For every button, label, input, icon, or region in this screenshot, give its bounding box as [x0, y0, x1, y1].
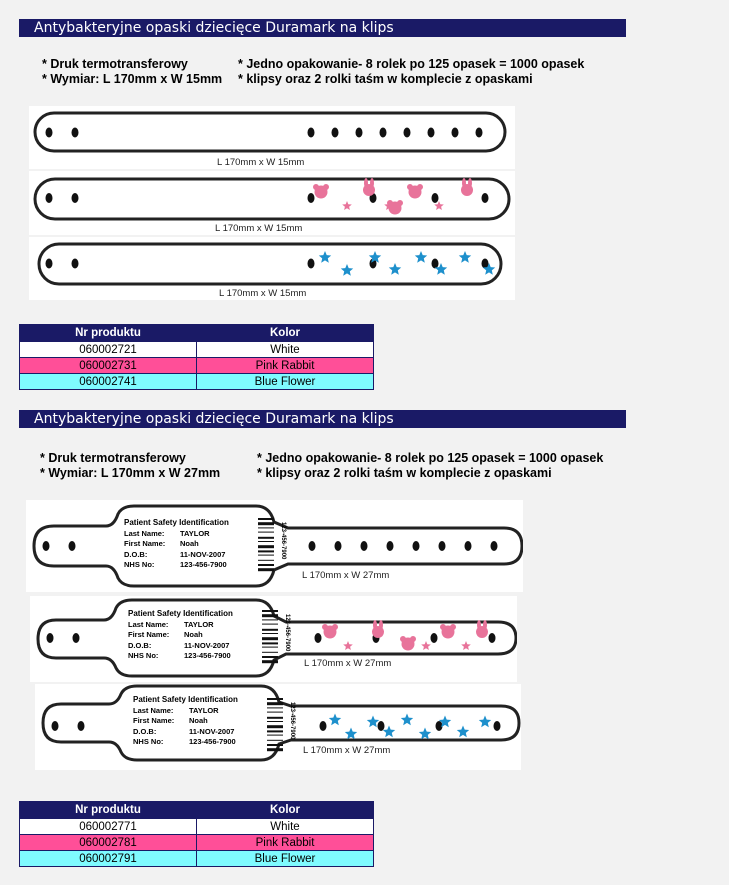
barcode-bar	[267, 748, 283, 751]
punch-hole	[431, 633, 438, 643]
barcode-bar	[258, 522, 274, 525]
col-color: Kolor	[197, 325, 374, 342]
punch-hole	[380, 128, 387, 138]
section2-spec-right	[257, 451, 603, 481]
label-value: Noah	[189, 716, 208, 725]
punch-hole	[491, 541, 498, 551]
wristband-image	[30, 596, 517, 682]
product-code: 060002731	[20, 358, 197, 374]
label-title: Patient Safety Identification	[124, 518, 229, 527]
spec-size: * Wymiar: L 170mm x W 27mm	[40, 466, 221, 480]
punch-hole	[439, 541, 446, 551]
label-value: TAYLOR	[180, 528, 210, 538]
barcode-bar	[258, 541, 274, 542]
label-key: D.O.B:	[128, 640, 152, 650]
label-key: Last Name:	[128, 619, 169, 629]
barcode-bar	[262, 629, 278, 631]
barcode-bar	[258, 518, 274, 520]
label-value: Noah	[184, 630, 203, 639]
punch-hole	[404, 128, 411, 138]
barcode-bar	[267, 725, 283, 728]
col-product: Nr produktu	[20, 802, 197, 819]
barcode-bar	[267, 744, 283, 746]
punch-hole	[432, 259, 439, 269]
dimension-label: L 170mm x W 15mm	[215, 223, 303, 234]
barcode-bar	[258, 568, 274, 571]
spec-package: * Jedno opakowanie- 8 rolek po 125 opasek = 1000 opasek	[257, 451, 604, 465]
punch-hole	[378, 721, 385, 731]
label-key: First Name:	[128, 630, 170, 639]
section1-spec-left	[42, 57, 222, 87]
product-color: Pink Rabbit	[197, 835, 374, 851]
punch-hole	[436, 721, 443, 731]
barcode-bar	[267, 721, 283, 722]
spec-size: * Wymiar: L 170mm x W 15mm	[42, 72, 223, 86]
punch-hole	[489, 633, 496, 643]
punch-hole	[309, 541, 316, 551]
punch-hole	[335, 541, 342, 551]
punch-hole	[72, 259, 79, 269]
label-value: 11-NOV-2007	[189, 726, 235, 736]
punch-hole	[428, 128, 435, 138]
barcode-bar	[262, 614, 278, 617]
product-color: White	[197, 342, 374, 358]
product-code: 060002741	[20, 374, 197, 390]
label-key: D.O.B:	[133, 726, 157, 736]
barcode-bar	[267, 740, 283, 741]
dimension-label: L 170mm x W 27mm	[303, 745, 391, 756]
band-wide-blue	[35, 684, 521, 770]
product-color: White	[197, 819, 374, 835]
dimension-label: L 170mm x W 27mm	[302, 570, 390, 581]
wristband-image	[26, 500, 523, 592]
punch-hole	[308, 193, 315, 203]
label-key: First Name:	[133, 716, 175, 725]
punch-hole	[47, 633, 54, 643]
section2-spec-left	[40, 451, 220, 481]
barcode-bar	[267, 717, 283, 719]
barcode-bar	[267, 702, 283, 705]
label-key: First Name:	[124, 539, 166, 548]
band-narrow-white	[29, 106, 515, 169]
label-value: 123-456-7900	[189, 737, 236, 746]
label-value: 11-NOV-2007	[184, 640, 230, 650]
label-value: TAYLOR	[184, 619, 214, 629]
barcode-bar	[262, 633, 278, 634]
product-color: Blue Flower	[197, 374, 374, 390]
punch-hole	[78, 721, 85, 731]
barcode-bar	[262, 610, 278, 612]
label-value: Noah	[180, 539, 199, 548]
punch-hole	[69, 541, 76, 551]
table-row	[20, 851, 374, 867]
punch-hole	[452, 128, 459, 138]
punch-hole	[432, 193, 439, 203]
punch-hole	[356, 128, 363, 138]
patient-label	[133, 695, 238, 748]
barcode-bar	[258, 560, 274, 561]
barcode-bar	[267, 735, 283, 736]
punch-hole	[332, 128, 339, 138]
product-color: Blue Flower	[197, 851, 374, 867]
band-wide-white	[26, 500, 523, 592]
section1-spec-right	[238, 57, 584, 87]
barcode-bar	[267, 707, 283, 708]
barcode-bar	[262, 642, 278, 644]
label-value: 123-456-7900	[180, 560, 227, 569]
label-key: NHS No:	[133, 737, 164, 746]
label-value: TAYLOR	[189, 705, 219, 715]
col-color: Kolor	[197, 802, 374, 819]
punch-hole	[52, 721, 59, 731]
band-wide-pink	[30, 596, 517, 682]
product-code: 060002791	[20, 851, 197, 867]
band-narrow-pink	[29, 171, 515, 235]
barcode-number: 123-456-7900	[284, 614, 290, 652]
band-narrow-blue	[29, 237, 515, 300]
dimension-label: L 170mm x W 27mm	[304, 658, 392, 669]
spec-clips: * klipsy oraz 2 rolki taśm w komplecie z opaskami	[238, 72, 533, 86]
punch-hole	[46, 259, 53, 269]
table-row	[20, 358, 374, 374]
barcode-bar	[262, 652, 278, 653]
barcode-bar	[258, 537, 274, 539]
product-code: 060002721	[20, 342, 197, 358]
barcode-bar	[267, 698, 283, 700]
barcode-bar	[262, 660, 278, 663]
label-title: Patient Safety Identification	[128, 609, 233, 618]
patient-label	[128, 609, 233, 662]
barcode-bar	[262, 619, 278, 620]
punch-hole	[308, 259, 315, 269]
barcode-bar	[258, 550, 274, 552]
punch-hole	[320, 721, 327, 731]
product-code: 060002781	[20, 835, 197, 851]
wristband-image	[35, 684, 521, 770]
spec-print: * Druk termotransferowy	[42, 57, 188, 71]
section2-header: Antybakteryjne opaski dziecięce Duramark na klips	[19, 410, 626, 428]
barcode-bar	[258, 527, 274, 528]
barcode-number: 123-456-7900	[280, 522, 286, 560]
punch-hole	[72, 128, 79, 138]
section1-product-table	[19, 324, 374, 390]
patient-label	[124, 518, 229, 571]
product-color: Pink Rabbit	[197, 358, 374, 374]
spec-print: * Druk termotransferowy	[40, 451, 186, 465]
punch-hole	[308, 128, 315, 138]
punch-hole	[465, 541, 472, 551]
dimension-label: L 170mm x W 15mm	[219, 288, 307, 299]
punch-hole	[46, 193, 53, 203]
table-row	[20, 819, 374, 835]
spec-clips: * klipsy oraz 2 rolki taśm w komplecie z opaskami	[257, 466, 552, 480]
label-title: Patient Safety Identification	[133, 695, 238, 704]
barcode-bar	[262, 637, 278, 640]
punch-hole	[73, 633, 80, 643]
table-row	[20, 835, 374, 851]
punch-hole	[361, 541, 368, 551]
label-key: NHS No:	[128, 651, 159, 660]
label-key: Last Name:	[133, 705, 174, 715]
spec-package: * Jedno opakowanie- 8 rolek po 125 opasek = 1000 opasek	[238, 57, 585, 71]
section2-product-table	[19, 801, 374, 867]
dimension-label: L 170mm x W 15mm	[217, 157, 305, 168]
barcode-bar	[267, 730, 283, 732]
barcode-bar	[262, 656, 278, 658]
label-key: Last Name:	[124, 528, 165, 538]
punch-hole	[482, 193, 489, 203]
barcode-number: 123-456-7900	[289, 702, 295, 740]
table-row	[20, 342, 374, 358]
col-product: Nr produktu	[20, 325, 197, 342]
label-value: 123-456-7900	[184, 651, 231, 660]
punch-hole	[72, 193, 79, 203]
barcode-bar	[258, 564, 274, 566]
product-code: 060002771	[20, 819, 197, 835]
punch-hole	[494, 721, 501, 731]
punch-hole	[476, 128, 483, 138]
barcode-bar	[258, 555, 274, 556]
punch-hole	[46, 128, 53, 138]
punch-hole	[315, 633, 322, 643]
section1-header: Antybakteryjne opaski dziecięce Duramark na klips	[19, 19, 626, 37]
barcode-bar	[262, 624, 278, 625]
barcode-bar	[267, 712, 283, 713]
label-key: NHS No:	[124, 560, 155, 569]
punch-hole	[413, 541, 420, 551]
punch-hole	[43, 541, 50, 551]
label-key: D.O.B:	[124, 549, 148, 559]
label-value: 11-NOV-2007	[180, 549, 226, 559]
punch-hole	[387, 541, 394, 551]
barcode-bar	[262, 647, 278, 648]
barcode-bar	[258, 532, 274, 533]
table-row	[20, 374, 374, 390]
barcode-bar	[258, 545, 274, 548]
